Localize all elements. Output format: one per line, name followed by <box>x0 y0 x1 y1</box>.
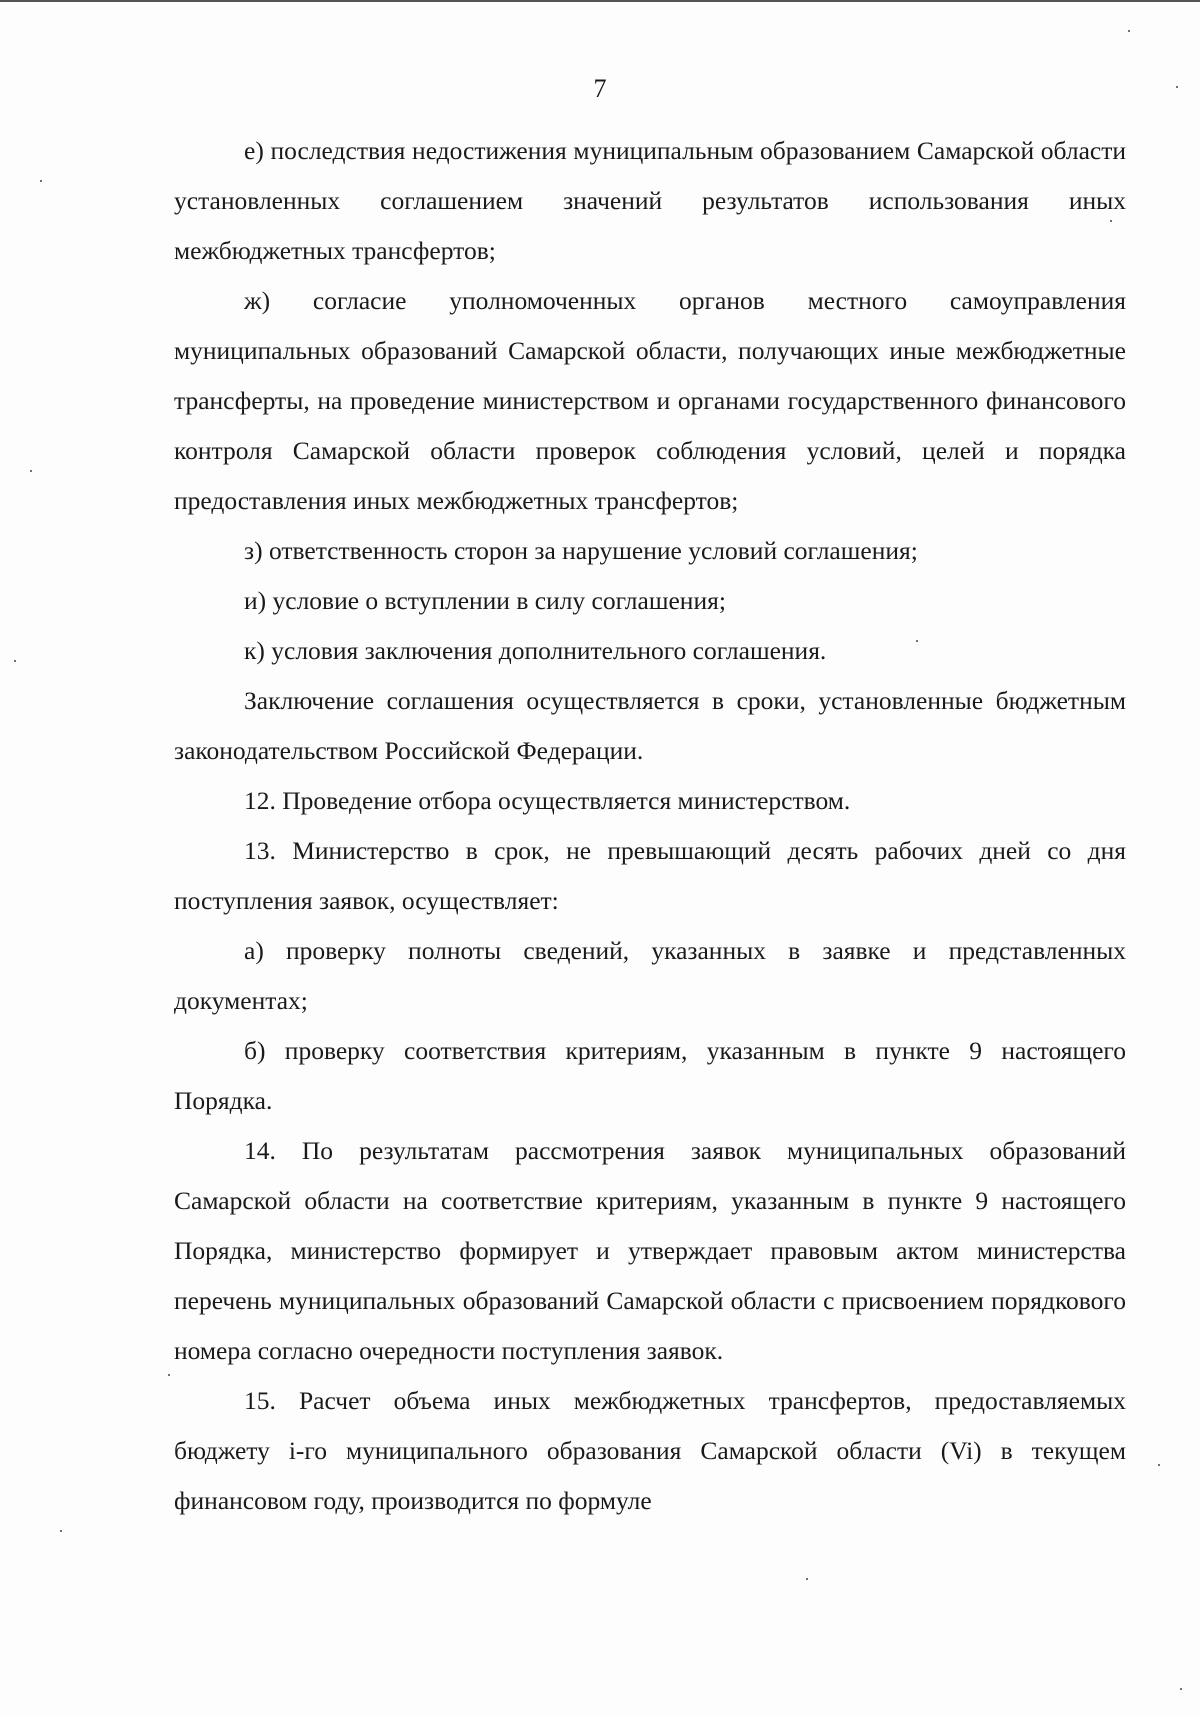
document-body <box>174 126 1126 1526</box>
paragraph-agreement-terms: Заключение соглашения осуществляется в сроки, установленные бюджетным законодательством Российской Федерации. <box>174 686 1126 765</box>
paragraph-item-zh: ж) согласие уполномоченных органов местного самоуправления муниципальных образований Самарской области, получающих иные межбюджетные трансферты, на проведение министерством и органами государственного финансового контроля Самарской области проверок соблюдения условий, целей и порядка предоставления иных межбюджетных трансфертов; <box>174 286 1126 515</box>
scan-speck <box>1158 1464 1160 1466</box>
paragraph-item-k: к) условия заключения дополнительного соглашения. <box>244 636 827 665</box>
paragraph-clause-12: 12. Проведение отбора осуществляется министерством. <box>244 786 851 815</box>
paragraph-clause-13-a: а) проверку полноты сведений, указанных в заявке и представленных документах; <box>174 936 1126 1015</box>
scan-speck <box>14 660 16 662</box>
paragraph-clause-15: 15. Расчет объема иных межбюджетных трансфертов, предоставляемых бюджету i-го муниципального образования Самарской области (Vi) в текущем финансовом году, производится по формуле <box>174 1386 1126 1515</box>
scan-speck <box>1176 86 1178 88</box>
paragraph-item-z: з) ответственность сторон за нарушение условий соглашения; <box>244 536 918 565</box>
scan-speck <box>30 470 32 472</box>
scan-speck <box>168 1374 170 1376</box>
scan-speck <box>806 1578 808 1580</box>
scan-top-edge <box>0 0 1200 2</box>
paragraph-clause-13: 13. Министерство в срок, не превышающий десять рабочих дней со дня поступления заявок, осуществляет: <box>174 836 1126 915</box>
scan-speck <box>60 1530 62 1532</box>
scan-speck <box>1128 30 1130 32</box>
scan-speck <box>40 180 42 182</box>
scan-speck <box>1180 1688 1182 1690</box>
scan-speck <box>916 640 918 642</box>
paragraph-item-e: е) последствия недостижения муниципальным образованием Самарской области установленных соглашением значений результатов использования иных межбюджетных трансфертов; <box>174 136 1126 265</box>
paragraph-clause-14: 14. По результатам рассмотрения заявок муниципальных образований Самарской области на соответствие критериям, указанным в пункте 9 настоящего Порядка, министерство формирует и утверждает правовым актом министерства перечень муниципальных образований Самарской области с присвоением порядкового номера согласно очередности поступления заявок. <box>174 1136 1126 1365</box>
paragraph-item-i: и) условие о вступлении в силу соглашения; <box>244 586 726 615</box>
paragraph-clause-13-b: б) проверку соответствия критериям, указанным в пункте 9 настоящего Порядка. <box>174 1036 1126 1115</box>
scan-speck <box>1110 220 1112 222</box>
page-number: 7 <box>593 74 607 103</box>
